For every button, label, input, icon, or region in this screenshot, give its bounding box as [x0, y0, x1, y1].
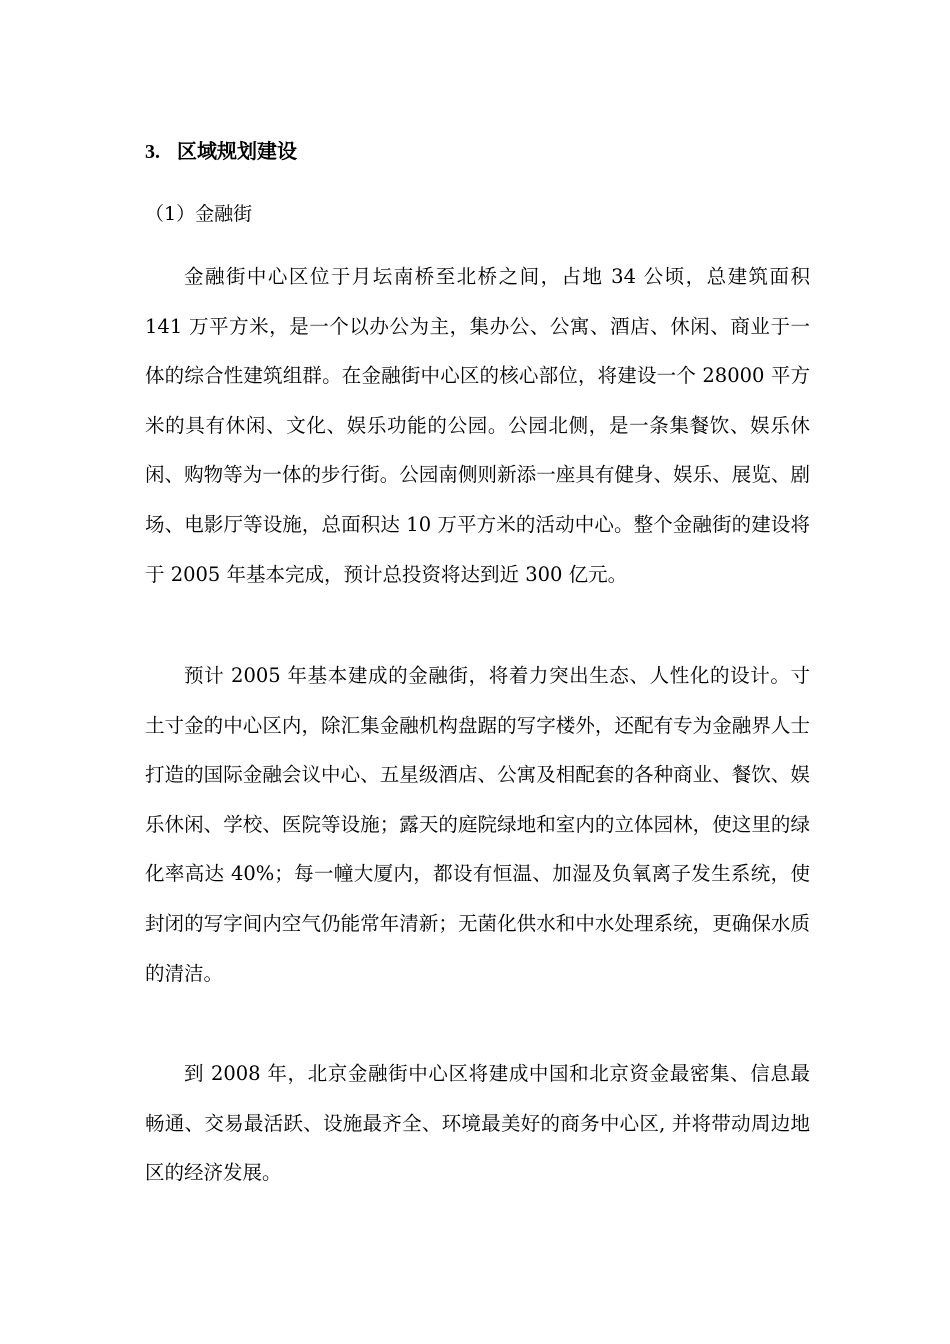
section-heading [145, 137, 297, 166]
paragraph-1: 金融街中心区位于月坛南桥至北桥之间，占地 34 公顷，总建筑面积 141 万平方米，是一个以办公为主，集办公、公寓、酒店、休闲、商业于一体的综合性建筑组群。在金融街中心区的核心部位，将建设一个 28000 平方米的具有休闲、文化、娱乐功能的公园。公园北侧，是一条集餐饮、娱乐休闲、购物等为一体的步行街。公园南侧则新添一座具有健身、娱乐、展览、剧场、电影厅等设施，总面积达 10 万平方米的活动中心。整个金融街的建设将于 2005 年基本完成，预计总投资将达到近 300 亿元。 [145, 265, 810, 586]
section-number: 3. [145, 141, 160, 163]
subsection-heading: （1）金融街 [145, 203, 253, 225]
paragraph-3: 到 2008 年，北京金融街中心区将建成中国和北京资金最密集、信息最畅通、交易最活跃、设施最齐全、环境最美好的商务中心区, 并将带动周边地区的经济发展。 [145, 1062, 810, 1185]
section-title: 区域规划建设 [177, 139, 297, 163]
paragraph-2: 预计 2005 年基本建成的金融街，将着力突出生态、人性化的设计。寸土寸金的中心区内，除汇集金融机构盘踞的写字楼外，还配有专为金融界人士打造的国际金融会议中心、五星级酒店、公寓及相配套的各种商业、餐饮、娱乐休闲、学校、医院等设施；露天的庭院绿地和室内的立体园林，使这里的绿化率高达 40%；每一幢大厦内，都设有恒温、加湿及负氧离子发生系统，使封闭的写字间内空气仍能常年清新；无菌化供水和中水处理系统，更确保水质的清洁。 [145, 664, 810, 985]
